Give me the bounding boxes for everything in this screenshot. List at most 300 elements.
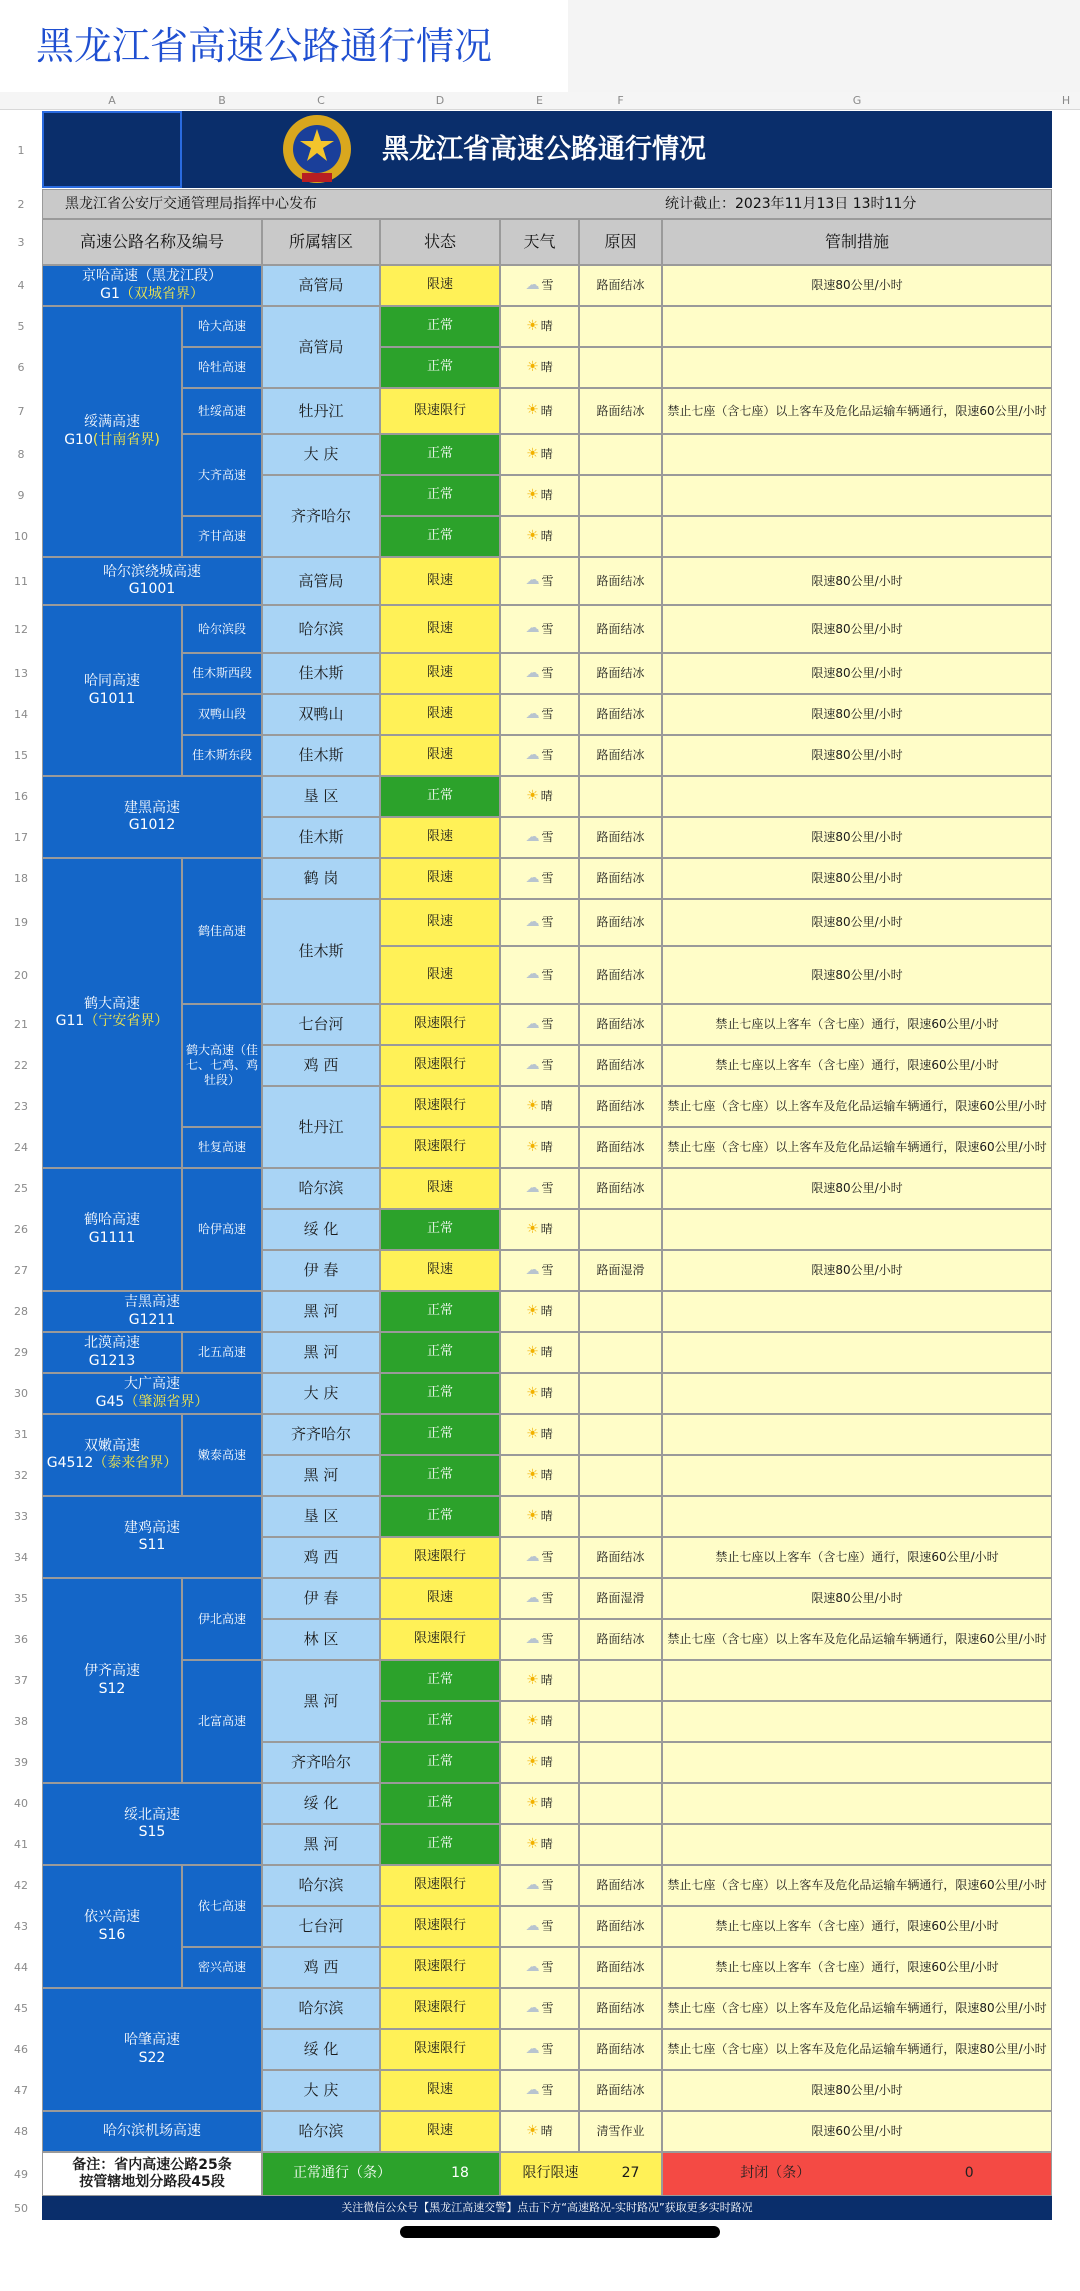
row-number[interactable]: 8 [0,434,42,475]
reason-cell[interactable] [579,776,662,817]
reason-cell[interactable]: 路面结冰 [579,694,662,735]
row-number[interactable]: 41 [0,1824,42,1865]
weather-cell[interactable] [500,1250,579,1291]
status-cell[interactable]: 限速限行 [380,1947,500,1988]
row-number[interactable]: 2 [0,189,42,219]
row-number[interactable]: 35 [0,1578,42,1619]
row-number[interactable]: 11 [0,557,42,605]
reason-cell[interactable] [579,1824,662,1865]
reason-cell[interactable]: 清雪作业 [579,2111,662,2152]
segment-name[interactable]: 双鸭山段 [182,694,262,735]
reason-cell[interactable]: 路面结冰 [579,605,662,653]
row-number[interactable]: 28 [0,1291,42,1332]
weather-cell[interactable] [500,2111,579,2152]
segment-name[interactable]: 嫩泰高速 [182,1414,262,1496]
weather-cell[interactable] [500,434,579,475]
jurisdiction-cell[interactable]: 哈尔滨 [262,1865,380,1906]
reason-cell[interactable]: 路面结冰 [579,653,662,694]
jurisdiction-cell[interactable]: 七台河 [262,1004,380,1045]
reason-cell[interactable] [579,1783,662,1824]
column-header-e[interactable]: E [500,92,579,110]
weather-cell[interactable] [500,306,579,347]
weather-cell[interactable] [500,1619,579,1660]
jurisdiction-cell[interactable]: 鸡 西 [262,1947,380,1988]
measure-cell[interactable]: 禁止七座（含七座）以上客车及危化品运输车辆通行，限速60公里/小时 [662,1619,1052,1660]
measure-cell[interactable] [662,1742,1052,1783]
jurisdiction-cell[interactable]: 大 庆 [262,1373,380,1414]
status-cell[interactable]: 正常 [380,347,500,388]
reason-cell[interactable]: 路面结冰 [579,557,662,605]
row-number[interactable]: 43 [0,1906,42,1947]
segment-name[interactable]: 牡绥高速 [182,388,262,434]
measure-cell[interactable] [662,434,1052,475]
status-cell[interactable]: 限速 [380,946,500,1004]
weather-cell[interactable] [500,858,579,899]
jurisdiction-cell[interactable]: 黑 河 [262,1291,380,1332]
jurisdiction-cell[interactable]: 七台河 [262,1906,380,1947]
jurisdiction-cell[interactable]: 鸡 西 [262,1045,380,1086]
jurisdiction-cell[interactable]: 高管局 [262,557,380,605]
row-number[interactable]: 33 [0,1496,42,1537]
status-cell[interactable]: 正常 [380,1455,500,1496]
jurisdiction-cell[interactable]: 林 区 [262,1619,380,1660]
highway-name-cell[interactable] [42,1783,262,1865]
row-number[interactable]: 36 [0,1619,42,1660]
status-cell[interactable]: 限速 [380,735,500,776]
jurisdiction-cell[interactable]: 牡丹江 [262,388,380,434]
column-header-b[interactable]: B [182,92,262,110]
weather-cell[interactable] [500,735,579,776]
weather-cell[interactable] [500,1947,579,1988]
measure-cell[interactable]: 限速80公里/小时 [662,557,1052,605]
measure-cell[interactable]: 禁止七座（含七座）以上客车及危化品运输车辆通行，限速80公里/小时 [662,2029,1052,2070]
jurisdiction-cell[interactable]: 哈尔滨 [262,1988,380,2029]
column-header-h[interactable]: H [1052,92,1080,110]
reason-cell[interactable]: 路面结冰 [579,735,662,776]
jurisdiction-cell[interactable]: 齐齐哈尔 [262,475,380,557]
measure-cell[interactable]: 限速80公里/小时 [662,946,1052,1004]
jurisdiction-cell[interactable]: 伊 春 [262,1578,380,1619]
jurisdiction-cell[interactable]: 鹤 岗 [262,858,380,899]
row-number[interactable]: 46 [0,2029,42,2070]
reason-cell[interactable]: 路面结冰 [579,1906,662,1947]
status-cell[interactable]: 限速 [380,694,500,735]
measure-cell[interactable]: 禁止七座（含七座）以上客车及危化品运输车辆通行，限速60公里/小时 [662,1865,1052,1906]
jurisdiction-cell[interactable]: 垦 区 [262,776,380,817]
segment-name[interactable]: 鹤大高速（佳七、七鸡、鸡牡段） [182,1004,262,1127]
measure-cell[interactable] [662,516,1052,557]
weather-cell[interactable] [500,388,579,434]
jurisdiction-cell[interactable]: 大 庆 [262,434,380,475]
status-cell[interactable]: 正常 [380,1414,500,1455]
weather-cell[interactable] [500,1660,579,1701]
row-number[interactable]: 34 [0,1537,42,1578]
weather-cell[interactable] [500,2070,579,2111]
jurisdiction-cell[interactable]: 鸡 西 [262,1537,380,1578]
status-cell[interactable]: 正常 [380,434,500,475]
row-number[interactable]: 19 [0,899,42,946]
highway-name-cell[interactable] [42,1865,182,1988]
measure-cell[interactable]: 禁止七座（含七座）以上客车及危化品运输车辆通行，限速60公里/小时 [662,1127,1052,1168]
status-cell[interactable]: 限速 [380,899,500,946]
jurisdiction-cell[interactable]: 伊 春 [262,1250,380,1291]
status-cell[interactable]: 限速 [380,2111,500,2152]
measure-cell[interactable] [662,776,1052,817]
row-number[interactable]: 13 [0,653,42,694]
jurisdiction-cell[interactable]: 黑 河 [262,1455,380,1496]
reason-cell[interactable] [579,1701,662,1742]
measure-cell[interactable]: 限速80公里/小时 [662,605,1052,653]
row-number[interactable]: 27 [0,1250,42,1291]
status-cell[interactable]: 限速限行 [380,388,500,434]
segment-name[interactable]: 北富高速 [182,1660,262,1783]
column-header-a[interactable]: A [42,92,182,110]
weather-cell[interactable] [500,1783,579,1824]
measure-cell[interactable] [662,1824,1052,1865]
weather-cell[interactable] [500,1086,579,1127]
row-number[interactable]: 26 [0,1209,42,1250]
weather-cell[interactable] [500,1291,579,1332]
reason-cell[interactable] [579,306,662,347]
status-cell[interactable]: 限速限行 [380,2029,500,2070]
row-number[interactable]: 15 [0,735,42,776]
segment-name[interactable]: 哈尔滨段 [182,605,262,653]
reason-cell[interactable]: 路面结冰 [579,946,662,1004]
reason-cell[interactable]: 路面结冰 [579,1988,662,2029]
jurisdiction-cell[interactable]: 大 庆 [262,2070,380,2111]
highway-name-cell[interactable] [42,605,182,776]
header-jurisdiction[interactable]: 所属辖区 [262,219,380,265]
row-number[interactable]: 12 [0,605,42,653]
row-number[interactable]: 16 [0,776,42,817]
column-header-d[interactable]: D [380,92,500,110]
row-number[interactable]: 50 [0,2196,42,2220]
status-cell[interactable]: 正常 [380,516,500,557]
highway-name-cell[interactable] [42,1578,182,1783]
measure-cell[interactable]: 禁止七座（含七座）以上客车及危化品运输车辆通行，限速80公里/小时 [662,1988,1052,2029]
measure-cell[interactable]: 限速80公里/小时 [662,858,1052,899]
measure-cell[interactable]: 限速80公里/小时 [662,1578,1052,1619]
row-number[interactable]: 44 [0,1947,42,1988]
status-cell[interactable]: 正常 [380,1742,500,1783]
jurisdiction-cell[interactable]: 黑 河 [262,1824,380,1865]
status-cell[interactable]: 限速 [380,2070,500,2111]
row-number[interactable]: 1 [0,111,42,189]
weather-cell[interactable] [500,1373,579,1414]
weather-cell[interactable] [500,2029,579,2070]
reason-cell[interactable]: 路面结冰 [579,1086,662,1127]
jurisdiction-cell[interactable]: 黑 河 [262,1660,380,1742]
status-cell[interactable]: 正常 [380,776,500,817]
segment-name[interactable]: 哈伊高速 [182,1168,262,1291]
measure-cell[interactable] [662,306,1052,347]
weather-cell[interactable] [500,265,579,306]
reason-cell[interactable]: 路面结冰 [579,388,662,434]
measure-cell[interactable]: 限速80公里/小时 [662,735,1052,776]
row-number[interactable]: 32 [0,1455,42,1496]
reason-cell[interactable]: 路面结冰 [579,2070,662,2111]
row-number[interactable]: 21 [0,1004,42,1045]
jurisdiction-cell[interactable]: 绥 化 [262,1209,380,1250]
selected-cell-a1[interactable] [42,111,182,188]
jurisdiction-cell[interactable]: 齐齐哈尔 [262,1742,380,1783]
row-number[interactable]: 25 [0,1168,42,1209]
row-number[interactable]: 17 [0,817,42,858]
highway-name-cell[interactable] [42,557,262,605]
measure-cell[interactable]: 禁止七座（含七座）以上客车及危化品运输车辆通行，限速60公里/小时 [662,1086,1052,1127]
segment-name[interactable]: 齐甘高速 [182,516,262,557]
measure-cell[interactable]: 限速80公里/小时 [662,1250,1052,1291]
row-number[interactable]: 3 [0,219,42,265]
measure-cell[interactable] [662,1332,1052,1373]
row-number[interactable]: 29 [0,1332,42,1373]
limit-count-cell[interactable] [500,2152,662,2196]
reason-cell[interactable]: 路面结冰 [579,817,662,858]
measure-cell[interactable] [662,1783,1052,1824]
column-header-c[interactable]: C [262,92,380,110]
measure-cell[interactable]: 禁止七座以上客车（含七座）通行，限速60公里/小时 [662,1906,1052,1947]
segment-name[interactable]: 哈牡高速 [182,347,262,388]
weather-cell[interactable] [500,1906,579,1947]
select-all-corner[interactable] [0,92,42,110]
weather-cell[interactable] [500,899,579,946]
measure-cell[interactable] [662,1496,1052,1537]
weather-cell[interactable] [500,347,579,388]
row-number[interactable]: 4 [0,265,42,306]
highway-name-cell[interactable] [42,1496,262,1578]
jurisdiction-cell[interactable]: 牡丹江 [262,1086,380,1168]
segment-name[interactable]: 哈大高速 [182,306,262,347]
reason-cell[interactable] [579,475,662,516]
reason-cell[interactable] [579,1291,662,1332]
row-number[interactable]: 47 [0,2070,42,2111]
header-measures[interactable]: 管制措施 [662,219,1052,265]
measure-cell[interactable] [662,475,1052,516]
header-weather[interactable]: 天气 [500,219,579,265]
row-number[interactable]: 37 [0,1660,42,1701]
column-header-g[interactable]: G [662,92,1052,110]
row-number[interactable]: 7 [0,388,42,434]
status-cell[interactable]: 限速限行 [380,1045,500,1086]
row-number[interactable]: 24 [0,1127,42,1168]
measure-cell[interactable]: 限速60公里/小时 [662,2111,1052,2152]
measure-cell[interactable]: 限速80公里/小时 [662,653,1052,694]
weather-cell[interactable] [500,1127,579,1168]
weather-cell[interactable] [500,1701,579,1742]
status-cell[interactable]: 正常 [380,1660,500,1701]
weather-cell[interactable] [500,1988,579,2029]
status-cell[interactable]: 限速 [380,858,500,899]
jurisdiction-cell[interactable]: 绥 化 [262,2029,380,2070]
highway-name-cell[interactable] [42,1373,262,1414]
home-indicator[interactable] [400,2226,720,2238]
row-number[interactable]: 30 [0,1373,42,1414]
weather-cell[interactable] [500,1824,579,1865]
jurisdiction-cell[interactable]: 黑 河 [262,1332,380,1373]
status-cell[interactable]: 限速 [380,265,500,306]
segment-name[interactable]: 牡复高速 [182,1127,262,1168]
status-cell[interactable]: 正常 [380,1332,500,1373]
reason-cell[interactable]: 路面结冰 [579,1127,662,1168]
measure-cell[interactable]: 禁止七座以上客车（含七座）通行，限速60公里/小时 [662,1947,1052,1988]
status-cell[interactable]: 限速 [380,605,500,653]
highway-name-cell[interactable] [42,1414,182,1496]
weather-cell[interactable] [500,1537,579,1578]
reason-cell[interactable]: 路面结冰 [579,1004,662,1045]
measure-cell[interactable]: 限速80公里/小时 [662,265,1052,306]
reason-cell[interactable]: 路面湿滑 [579,1578,662,1619]
highway-name-cell[interactable] [42,1332,182,1373]
row-number[interactable]: 38 [0,1701,42,1742]
status-cell[interactable]: 限速限行 [380,1865,500,1906]
weather-cell[interactable] [500,1414,579,1455]
status-cell[interactable]: 限速 [380,1250,500,1291]
status-cell[interactable]: 限速 [380,1578,500,1619]
jurisdiction-cell[interactable]: 佳木斯 [262,735,380,776]
segment-name[interactable]: 密兴高速 [182,1947,262,1988]
row-number[interactable]: 9 [0,475,42,516]
header-highway-name[interactable]: 高速公路名称及编号 [42,219,262,265]
highway-name-cell[interactable] [42,776,262,858]
row-number[interactable]: 48 [0,2111,42,2152]
weather-cell[interactable] [500,557,579,605]
column-header-f[interactable]: F [579,92,662,110]
reason-cell[interactable]: 路面结冰 [579,1619,662,1660]
status-cell[interactable]: 正常 [380,475,500,516]
weather-cell[interactable] [500,1865,579,1906]
jurisdiction-cell[interactable]: 哈尔滨 [262,605,380,653]
measure-cell[interactable]: 限速80公里/小时 [662,817,1052,858]
jurisdiction-cell[interactable]: 高管局 [262,265,380,306]
measure-cell[interactable]: 禁止七座（含七座）以上客车及危化品运输车辆通行，限速60公里/小时 [662,388,1052,434]
reason-cell[interactable]: 路面结冰 [579,1045,662,1086]
weather-cell[interactable] [500,817,579,858]
jurisdiction-cell[interactable]: 哈尔滨 [262,2111,380,2152]
status-cell[interactable]: 正常 [380,1701,500,1742]
jurisdiction-cell[interactable]: 齐齐哈尔 [262,1414,380,1455]
segment-name[interactable]: 伊北高速 [182,1578,262,1660]
segment-name[interactable]: 鹤佳高速 [182,858,262,1004]
status-cell[interactable]: 限速限行 [380,1988,500,2029]
row-number[interactable]: 31 [0,1414,42,1455]
jurisdiction-cell[interactable]: 绥 化 [262,1783,380,1824]
weather-cell[interactable] [500,653,579,694]
reason-cell[interactable] [579,1414,662,1455]
row-number[interactable]: 23 [0,1086,42,1127]
row-number[interactable]: 45 [0,1988,42,2029]
reason-cell[interactable]: 路面结冰 [579,858,662,899]
reason-cell[interactable] [579,1496,662,1537]
closed-count-cell[interactable] [662,2152,1052,2196]
row-number[interactable]: 42 [0,1865,42,1906]
segment-name[interactable]: 大齐高速 [182,434,262,516]
reason-cell[interactable] [579,1209,662,1250]
measure-cell[interactable] [662,1455,1052,1496]
weather-cell[interactable] [500,1578,579,1619]
status-cell[interactable]: 正常 [380,1291,500,1332]
weather-cell[interactable] [500,1168,579,1209]
header-reason[interactable]: 原因 [579,219,662,265]
status-cell[interactable]: 限速限行 [380,1619,500,1660]
measure-cell[interactable]: 限速80公里/小时 [662,694,1052,735]
measure-cell[interactable]: 禁止七座以上客车（含七座）通行，限速60公里/小时 [662,1004,1052,1045]
jurisdiction-cell[interactable]: 佳木斯 [262,899,380,1004]
weather-cell[interactable] [500,475,579,516]
row-number[interactable]: 22 [0,1045,42,1086]
status-cell[interactable]: 限速限行 [380,1127,500,1168]
measure-cell[interactable] [662,1701,1052,1742]
reason-cell[interactable]: 路面结冰 [579,1947,662,1988]
reason-cell[interactable]: 路面结冰 [579,265,662,306]
measure-cell[interactable] [662,1209,1052,1250]
weather-cell[interactable] [500,1455,579,1496]
status-cell[interactable]: 限速 [380,817,500,858]
status-cell[interactable]: 限速限行 [380,1086,500,1127]
status-cell[interactable]: 正常 [380,1373,500,1414]
weather-cell[interactable] [500,1742,579,1783]
status-cell[interactable]: 限速 [380,653,500,694]
jurisdiction-cell[interactable]: 高管局 [262,306,380,388]
reason-cell[interactable]: 路面结冰 [579,2029,662,2070]
highway-name-cell[interactable] [42,306,182,557]
status-cell[interactable]: 限速限行 [380,1906,500,1947]
row-number[interactable]: 20 [0,946,42,1004]
highway-name-cell[interactable] [42,1168,182,1291]
row-number[interactable]: 40 [0,1783,42,1824]
header-status[interactable]: 状态 [380,219,500,265]
measure-cell[interactable] [662,1291,1052,1332]
reason-cell[interactable]: 路面结冰 [579,899,662,946]
segment-name[interactable]: 依七高速 [182,1865,262,1947]
reason-cell[interactable]: 路面结冰 [579,1537,662,1578]
weather-cell[interactable] [500,1332,579,1373]
reason-cell[interactable] [579,1332,662,1373]
status-cell[interactable]: 正常 [380,1209,500,1250]
weather-cell[interactable] [500,776,579,817]
weather-cell[interactable] [500,1496,579,1537]
row-number[interactable]: 39 [0,1742,42,1783]
measure-cell[interactable] [662,1660,1052,1701]
status-cell[interactable]: 限速限行 [380,1537,500,1578]
highway-name-cell[interactable] [42,2111,262,2152]
measure-cell[interactable]: 禁止七座以上客车（含七座）通行，限速60公里/小时 [662,1045,1052,1086]
highway-name-cell[interactable] [42,1291,262,1332]
row-number[interactable]: 5 [0,306,42,347]
status-cell[interactable]: 正常 [380,1824,500,1865]
highway-name-cell[interactable] [42,1988,262,2111]
measure-cell[interactable]: 禁止七座以上客车（含七座）通行，限速60公里/小时 [662,1537,1052,1578]
reason-cell[interactable] [579,347,662,388]
measure-cell[interactable]: 限速80公里/小时 [662,1168,1052,1209]
status-cell[interactable]: 限速限行 [380,1004,500,1045]
reason-cell[interactable] [579,516,662,557]
reason-cell[interactable] [579,434,662,475]
measure-cell[interactable] [662,1414,1052,1455]
segment-name[interactable]: 北五高速 [182,1332,262,1373]
measure-cell[interactable]: 限速80公里/小时 [662,899,1052,946]
status-cell[interactable]: 正常 [380,1783,500,1824]
weather-cell[interactable] [500,516,579,557]
jurisdiction-cell[interactable]: 双鸭山 [262,694,380,735]
reason-cell[interactable] [579,1455,662,1496]
jurisdiction-cell[interactable]: 垦 区 [262,1496,380,1537]
measure-cell[interactable] [662,1373,1052,1414]
jurisdiction-cell[interactable]: 佳木斯 [262,653,380,694]
reason-cell[interactable] [579,1373,662,1414]
reason-cell[interactable] [579,1660,662,1701]
reason-cell[interactable]: 路面湿滑 [579,1250,662,1291]
weather-cell[interactable] [500,1209,579,1250]
